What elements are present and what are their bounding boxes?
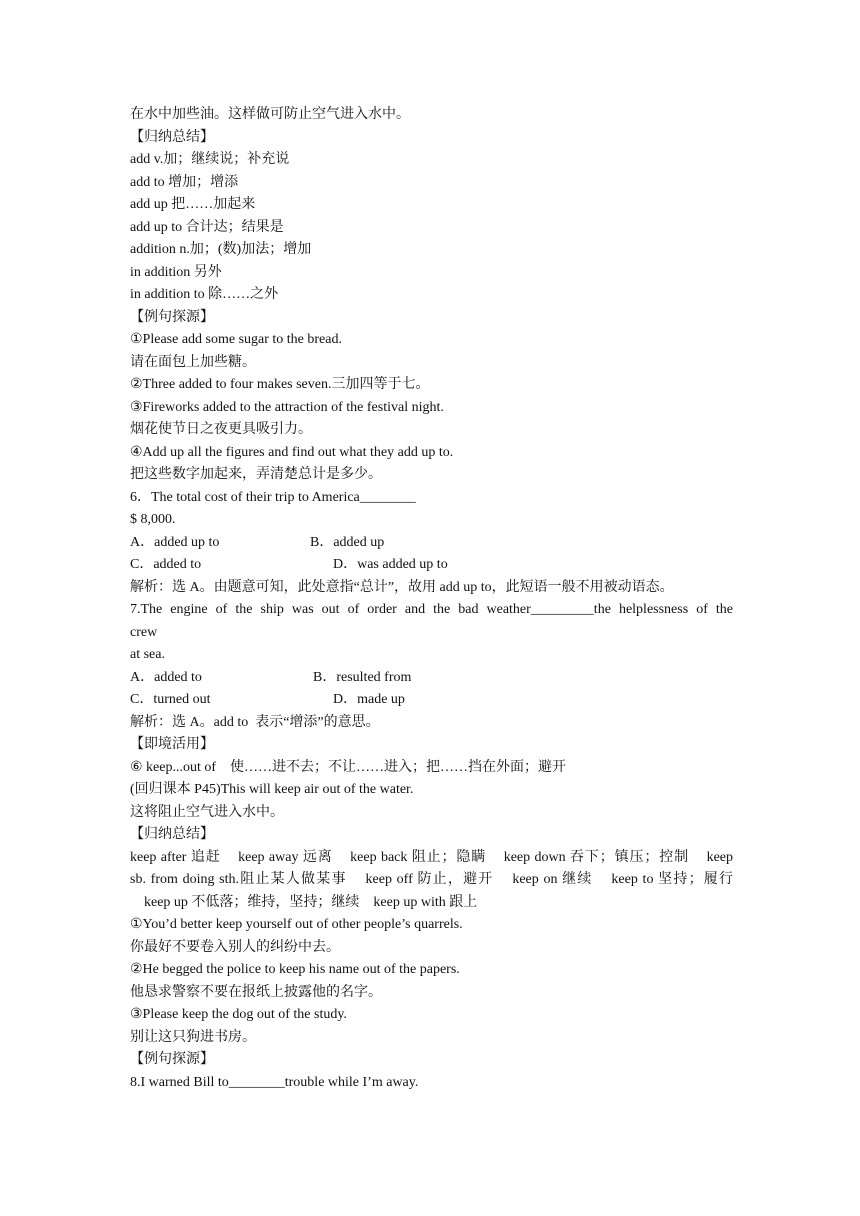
option-d: D．made up [333,692,405,707]
phrase-summary-line: keep after 追赶 keep away 远离 keep back 阻止；隐瞒 keep down 吞下；镇压；控制 keep [130,849,733,865]
example-translation: 把这些数字加起来，弄清楚总计是多少。 [130,467,382,482]
question-8-stem: 8.I warned Bill to________trouble while I’m away. [130,1074,419,1090]
text-line: add up to 合计达；结果是 [130,219,284,235]
example-sentence: ②Three added to four makes seven.三加四等于七。 [130,377,430,392]
example-sentence: ③Please keep the dog out of the study. [130,1007,347,1022]
question-7-stem: crew [130,624,158,640]
text-line: 这将阻止空气进入水中。 [130,804,284,820]
example-sentence: ①You’d better keep yourself out of other people’s quarrels. [130,917,463,932]
text-line: 在水中加些油。这样做可防止空气进入水中。 [130,107,410,122]
text-line: addition n.加；(数)加法；增加 [130,242,312,257]
option-d: D．was added up to [333,557,448,572]
phrase-summary-line: sb. from doing sth.阻止某人做某事 keep off 防止，避开 keep on 继续 keep to 坚持；履行 [130,872,733,887]
option-b: B．added up [310,534,385,550]
question-7-options-row [130,689,733,712]
text-line: in addition to 除……之外 [130,287,279,302]
option-c: C．turned out [130,692,211,707]
question-6-stem: 6．The total cost of their trip to America________ [130,489,416,505]
question-7-stem: at sea. [130,647,165,662]
phrase-summary-line: keep up 不低落；维持，坚持；继续 keep up with 跟上 [144,894,478,910]
textbook-reference: (回归课本 P45)This will keep air out of the water. [130,782,414,797]
question-7-stem: 7.The engine of the ship was out of order and the bad weather_________the helplessness of the [130,602,733,617]
text-line: add to 增加；增添 [130,174,239,190]
question-6-options-row [130,532,733,555]
example-translation: 你最好不要卷入别人的纠纷中去。 [130,939,340,955]
section-heading: 【归纳总结】 [130,129,214,145]
question-7-options-row [130,667,733,690]
option-c: C．added to [130,557,202,572]
option-a: A．added up to [130,534,220,550]
document-body [130,104,733,1094]
question-6-options-row [130,554,733,577]
text-line: add v.加；继续说；补充说 [130,152,290,167]
example-sentence: ②He begged the police to keep his name out of the papers. [130,962,460,977]
section-heading: 【例句探源】 [130,309,214,325]
text-line: in addition 另外 [130,264,222,280]
section-heading: 【例句探源】 [130,1052,214,1067]
question-6-stem: $ 8,000. [130,512,176,527]
option-a: A．added to [130,669,202,685]
answer-explanation: 解析：选 A。add to 表示“增添”的意思。 [130,714,380,730]
text-line: add up 把……加起来 [130,197,256,212]
example-translation: 请在面包上加些糖。 [130,354,256,370]
example-sentence: ①Please add some sugar to the bread. [130,332,342,347]
answer-explanation: 解析：选 A。由题意可知，此处意指“总计”，故用 add up to，此短语一般不用被动语态。 [130,579,674,595]
example-sentence: ③Fireworks added to the attraction of the festival night. [130,399,444,415]
section-heading: 【即境活用】 [130,737,214,752]
example-translation: 烟花使节日之夜更具吸引力。 [130,422,312,437]
example-translation: 别让这只狗进书房。 [130,1029,256,1045]
option-b: B．resulted from [313,669,412,685]
example-sentence: ④Add up all the figures and find out what they add up to. [130,444,454,460]
section-heading: 【归纳总结】 [130,827,214,842]
phrase-entry: ⑥ keep...out of 使……进不去；不让……进入；把……挡在外面；避开 [130,759,567,775]
example-translation: 他恳求警察不要在报纸上披露他的名字。 [130,984,382,1000]
